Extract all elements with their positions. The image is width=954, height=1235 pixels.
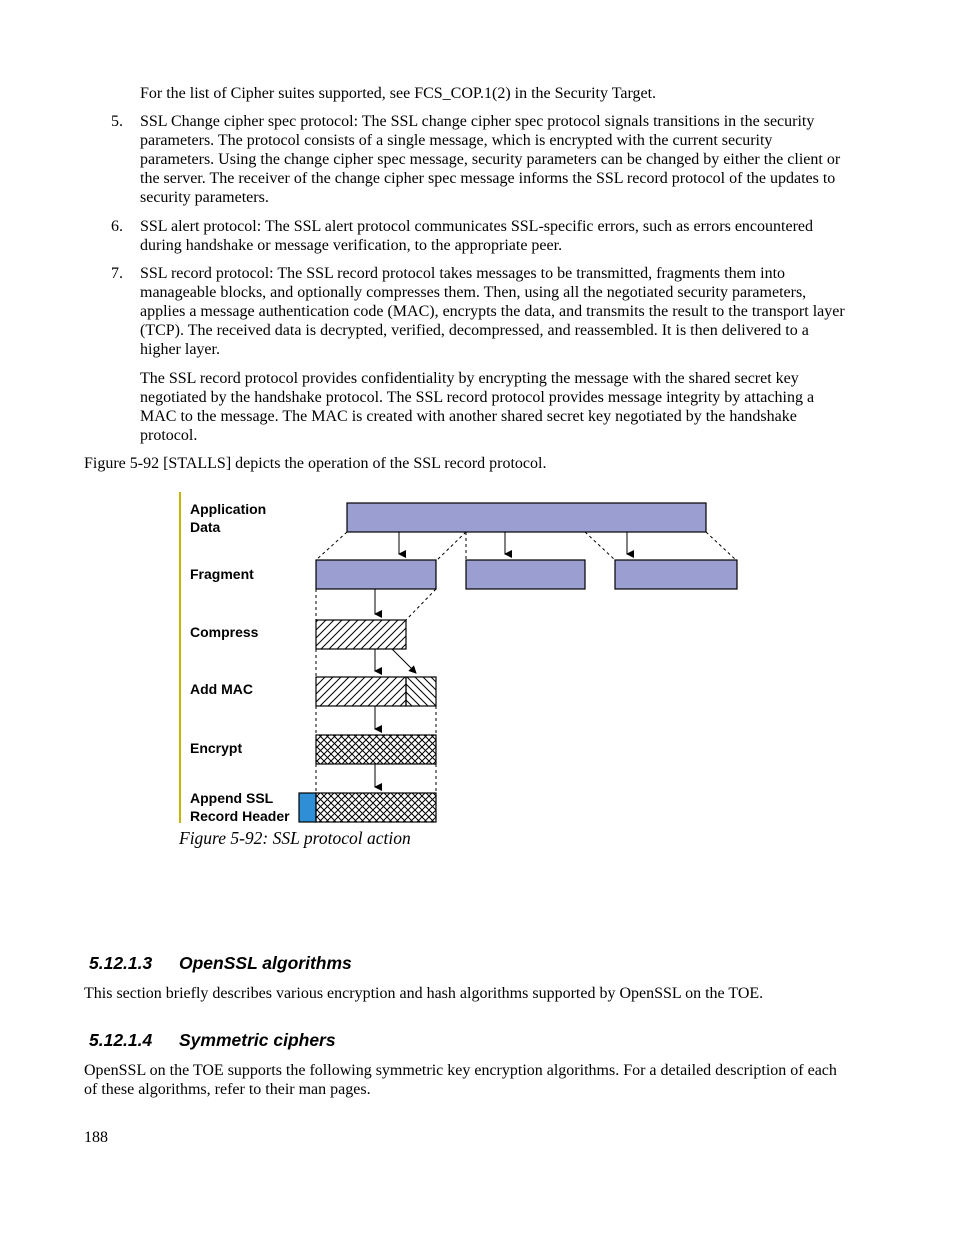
label-record-header: Record Header xyxy=(190,808,290,824)
label-add-mac: Add MAC xyxy=(190,681,253,697)
record-paragraph: The SSL record protocol provides confidentiality by encrypting the message with the shared secret key negotiated by the handshake protocol. The SSL record protocol provides message integrity by attaching a MAC to the message. The MAC is created with another shared secret key negotiated by the handshake protocol. xyxy=(140,370,815,444)
compressed-block xyxy=(316,620,406,649)
mac-block xyxy=(406,677,436,706)
label-compress: Compress xyxy=(190,624,259,640)
label-append-ssl: Append SSL xyxy=(190,790,274,806)
fragment-block-2 xyxy=(466,560,585,589)
section-number: 5.12.1.3 xyxy=(89,953,153,973)
record-header-block xyxy=(299,793,316,822)
section-heading-openssl xyxy=(89,954,352,973)
figure-intro: Figure 5-92 [STALLS] depicts the operation of the SSL record protocol. xyxy=(84,455,547,472)
list-number-6: 6. xyxy=(111,218,123,235)
list-number-5: 5. xyxy=(111,113,123,130)
list-item-6: SSL alert protocol: The SSL alert protocol communicates SSL-specific errors, such as errors encountered during handshake or message verification, to the appropriate peer. xyxy=(140,218,813,254)
section-body-symmetric: OpenSSL on the TOE supports the following symmetric key encryption algorithms. For a detailed description of each of these algorithms, refer to their man pages. xyxy=(84,1062,837,1098)
fragment-block-1 xyxy=(316,560,436,589)
label-application: Application xyxy=(190,501,267,517)
label-fragment: Fragment xyxy=(190,566,254,582)
encrypted-record-block xyxy=(316,793,436,822)
list-number-7: 7. xyxy=(111,265,123,282)
section-body-openssl: This section briefly describes various encryption and hash algorithms supported by OpenSSL on the TOE. xyxy=(84,985,764,1002)
encrypted-block xyxy=(316,735,436,764)
section-title: OpenSSL algorithms xyxy=(179,953,352,973)
mac-data-block xyxy=(316,677,406,706)
section-heading-symmetric xyxy=(89,1031,336,1050)
page-number: 188 xyxy=(84,1129,108,1146)
section-number: 5.12.1.4 xyxy=(89,1030,153,1050)
intro-line: For the list of Cipher suites supported, see FCS_COP.1(2) in the Security Target. xyxy=(140,85,657,102)
figure-caption: Figure 5-92: SSL protocol action xyxy=(179,828,411,848)
list-item-5: SSL Change cipher spec protocol: The SSL change cipher spec protocol signals transitions in the security parameters. The protocol consists of a single message, which is encrypted with the current security parameters. Using the change cipher spec message, security parameters can be changed by either the client or the server. The receiver of the change cipher spec message informs the SSL record protocol of the updates to security parameters. xyxy=(140,113,841,206)
label-data: Data xyxy=(190,519,221,535)
list-item-7: SSL record protocol: The SSL record protocol takes messages to be transmitted, fragments them into manageable blocks, and optionally compresses them. Then, using all the negotiated security parameters, applies a message authentication code (MAC), encrypts the data, and transmits the result to the transport layer (TCP). The received data is decrypted, verified, decompressed, and reassembled. It is then delivered to a higher layer. xyxy=(140,265,845,358)
application-data-block xyxy=(347,503,706,532)
fragment-block-3 xyxy=(615,560,737,589)
ssl-record-diagram xyxy=(170,488,750,828)
label-encrypt: Encrypt xyxy=(190,740,243,756)
section-title: Symmetric ciphers xyxy=(179,1030,336,1050)
